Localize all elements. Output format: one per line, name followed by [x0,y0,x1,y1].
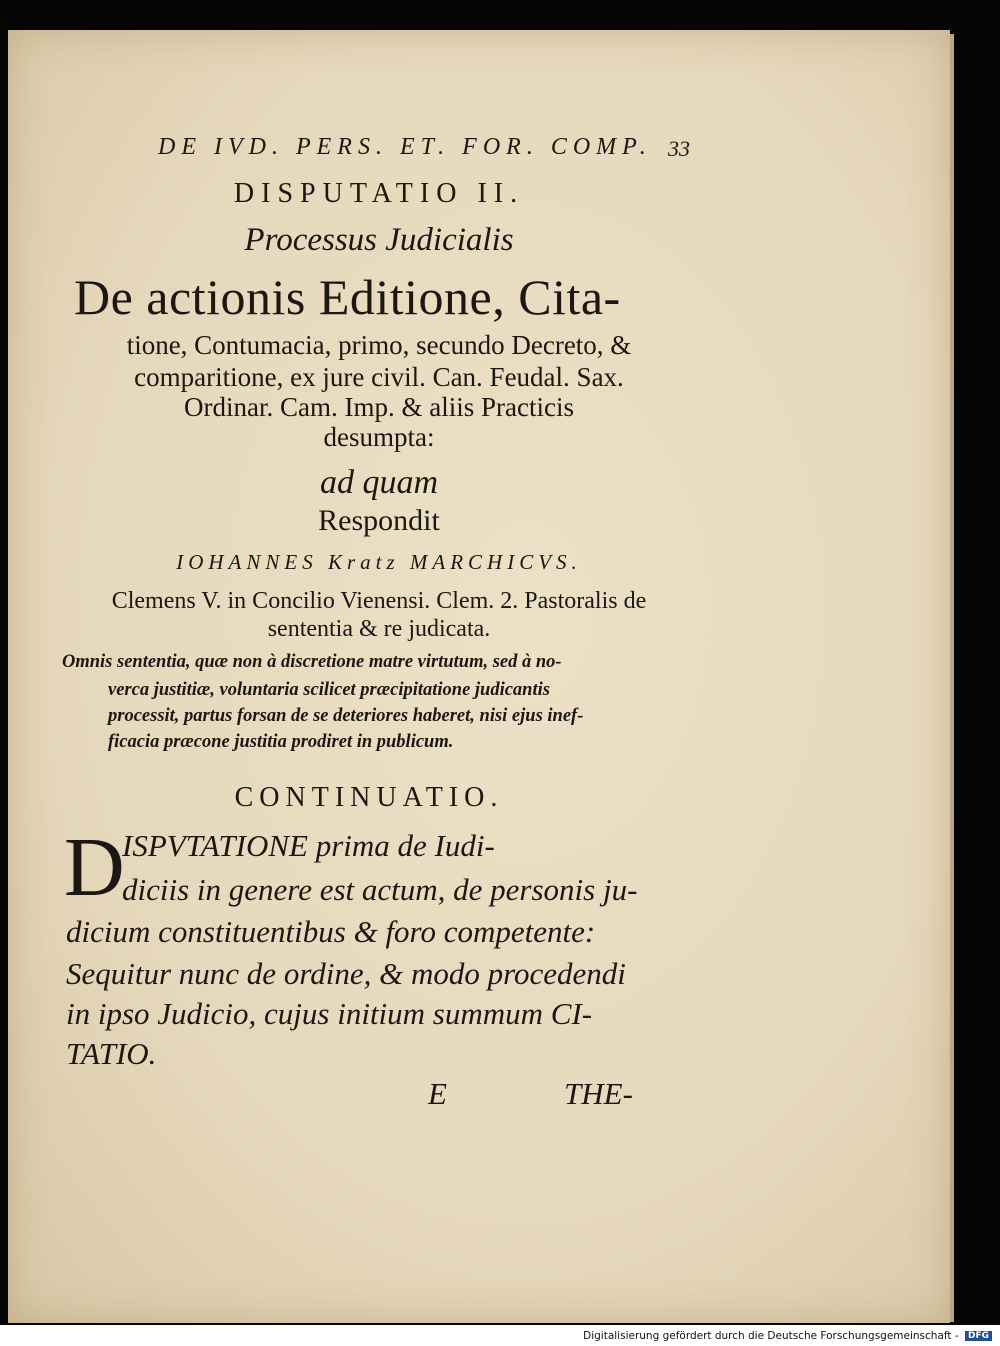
motto-line: ficacia præcone justitia prodiret in publicum. [108,732,454,752]
subtitle-line: desumpta: [323,422,435,452]
subtitle-line: Ordinar. Cam. Imp. & aliis Practicis [184,392,574,422]
book-page [8,30,950,1323]
motto-line: processit, partus forsan de se deteriores haberet, nisi ejus inef- [108,706,584,726]
running-head: DE IVD. PERS. ET. FOR. COMP. [158,134,652,160]
body-line: diciis in genere est actum, de personis ju- [122,872,638,907]
page-edge [950,34,954,1322]
body-line: in ipso Judicio, cujus initium summum CI- [66,996,593,1031]
processus-heading: Processus Judicialis [244,222,514,258]
catchword: THE- [564,1076,633,1111]
section-heading: CONTINUATIO. [234,782,504,813]
disputation-title: DISPUTATIO II. [233,178,525,209]
citation-line: Clemens V. in Concilio Vienensi. Clem. 2. Pastoralis de [111,588,647,614]
drop-cap: D [64,821,125,914]
body-line: Sequitur nunc de ordine, & modo procedendi [66,956,626,991]
ad-quam: ad quam [319,464,439,501]
motto-line: verca justitiæ, voluntaria scilicet præcipitatione judicantis [108,680,550,700]
funding-footer [583,1330,992,1342]
body-line: ISPVTATIONE prima de Iudi- [122,828,495,863]
subtitle-line: comparitione, ex jure civil. Can. Feudal. Sax. [134,362,624,392]
signature-mark: E [428,1076,447,1111]
subtitle-line: tione, Contumacia, primo, secundo Decreto, & [126,330,632,360]
respondit: Respondit [318,504,440,537]
page-number: 33 [668,136,690,161]
body-line: TATIO. [66,1036,157,1071]
dfg-logo: DFG [965,1331,992,1341]
motto-line: Omnis sententia, quæ non à discretione matre virtutum, sed à no- [62,652,562,672]
body-line: dicium constituentibus & foro competente: [66,914,596,949]
citation-line: sententia & re judicata. [267,616,491,642]
main-title: De actionis Editione, Cita- [74,269,621,325]
respondent-name: IOHANNES Kratz MARCHICVS. [176,550,582,574]
footer-text: Digitalisierung gefördert durch die Deutsche Forschungsgemeinschaft - [583,1330,959,1342]
